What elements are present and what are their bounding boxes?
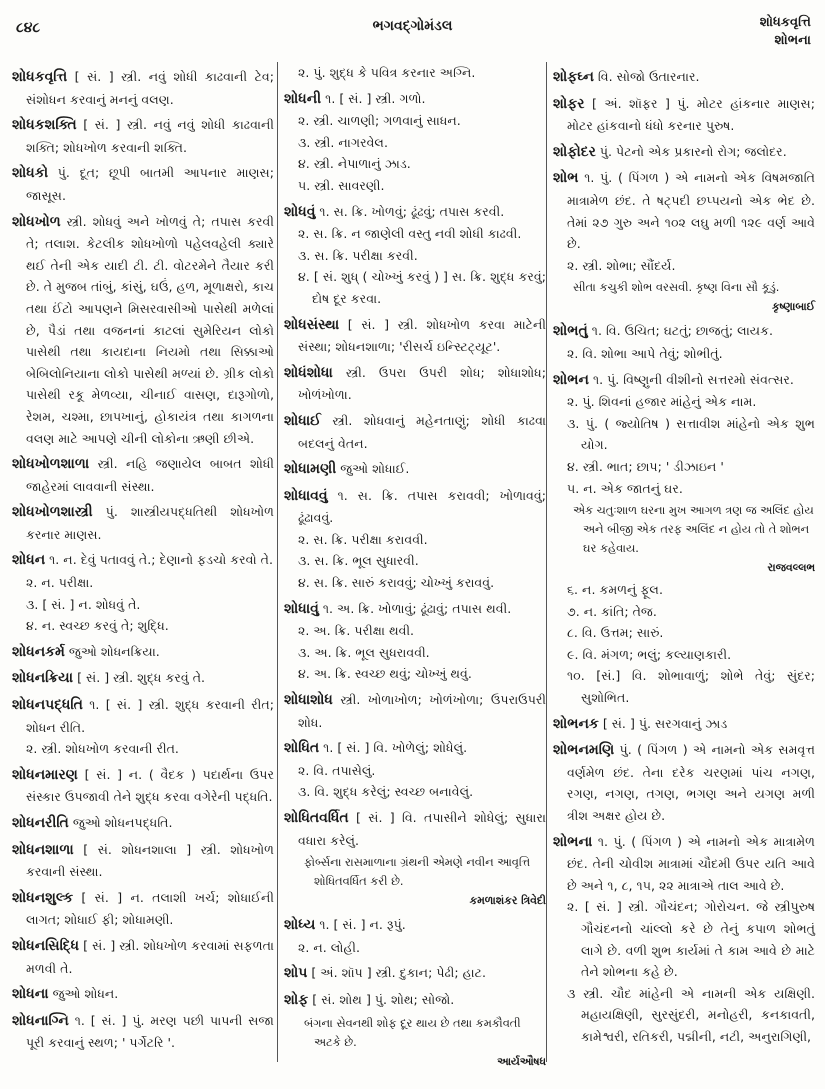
dictionary-entry [12, 667, 274, 690]
dictionary-entry [553, 141, 815, 164]
headword: શોધાવવું [284, 487, 328, 504]
headword: શોધનમારણ [12, 766, 78, 783]
definition: પું. ( પિંગળ ) એ નામનો એક સમવૃત્ત વર્ણમેળ છંદ. તેના દરેક ચરણમાં પાંચ નગણ, રગણ, નગણ, તગણ, ભગણ અને યગણ મળી ત્રીશ અક્ષર હોય છે. [567, 742, 815, 824]
sense-line: ૪. અ. ક્રિ. સ્વચ્છ થવું; ચોખ્ખું થવું. [298, 666, 472, 682]
headword: શોધખોળશાળા [12, 456, 90, 473]
dictionary-entry [553, 66, 815, 89]
headword: શોભનક [553, 715, 599, 732]
sense-line: ૨. સ્ત્રી. શોધખોળ કરવાની રીત. [26, 741, 179, 757]
definition: [ સં. ] ન. તલાશી ખર્ચ; શોધાઈની લાગત; શોધાઈ ફી; શોધામણી. [26, 889, 274, 928]
definition: ૧. પું. ( પિંગળ ) એ નામનો એક વિષમજાતિ માત્રામેળ છંદ. તે ષટ્પદી છપ્પયનો એક ભેદ છે. તેમાં ૨૭ ગુરુ અને ૧૦૨ લઘુ મળી ૧૨૯ વર્ણ આવે છે. [567, 170, 815, 252]
headword: શોભ [553, 170, 579, 187]
headword: શોધિતવર્ધિત [284, 810, 349, 826]
dictionary-entry [284, 914, 546, 937]
headword: શોધંશોધા [284, 364, 333, 381]
dictionary-entry [284, 88, 546, 111]
definition: જુઓ શોધાઈ. [336, 461, 410, 477]
definition: વિ. સોજો ઉતારનાર. [593, 69, 700, 84]
sense-line: ૮. વિ. ઉત્તમ; સારું. [567, 625, 664, 641]
headword: શોધખોળશાસ્ત્રી [12, 504, 93, 521]
headword: શોધાઈ [284, 412, 321, 429]
dictionary-entry [284, 201, 546, 224]
sense-line: ૫. સ્ત્રી. સાવરણી. [298, 177, 385, 193]
definition: પું. પેટનો એક પ્રકારનો રોગ; જલોદર. [595, 143, 787, 159]
definition: ૧. પું. વિષ્ણુની વીશીનો સત્તરમો સંવત્સર. [588, 371, 794, 387]
sense-line: ૩. સ્ત્રી. નાગરવેલ. [298, 134, 388, 150]
sense-line: ૪. સ. ક્રિ. સારું કરાવવું; ચોખ્ખું કરાવવું. [298, 575, 495, 591]
quote-attribution: આર્યઔષધ [497, 1054, 546, 1068]
definition: ૧. [ સં. ] સ્ત્રી. ગળો. [321, 90, 426, 106]
sense-line: ૬. ન. કમળનું ફૂલ. [567, 582, 663, 598]
headword: શોધનપદ્ધતિ [12, 697, 83, 714]
guide-word-first: શોધકવૃત્તિ [759, 15, 811, 30]
sense-line: ૭. ન. કાંતિ; તેજ. [567, 603, 657, 619]
sense-line: ૩. સ. ક્રિ. ભૂલ સુધારવી. [298, 553, 419, 569]
sense-line: ૨. સ્ત્રી. શોભા; સૌંદર્ય. [567, 257, 676, 273]
quote-attribution: રાજવલ્લભ [767, 561, 815, 575]
sense-line: ૨. [ સં. ] સ્ત્રી. ગૌચંદન; ગોરોચન. જે સ્ત્રીપુરુષ ગૌચંદનનો ચાંલ્લો કરે છે તેનું કપાળ શોભતું લાગે છે. વળી શુભ કાર્યમાં તે કામ આવે છે માટે તેને શોભના કહે છે. [567, 899, 815, 980]
definition: ૧. અ. ક્રિ. ખોળાવું; ઢૂંઢાવું; તપાસ થવી. [318, 600, 512, 616]
headword: શોધન [12, 552, 46, 569]
definition: ૧. [ સં. ] ન. રૂપું. [315, 917, 406, 933]
headword: શોધનરીતિ [12, 815, 69, 831]
headword: શોધનશાળા [12, 841, 74, 858]
definition: ૧. ન. દેવું પતાવવું તે.; દેણાનો ફડચો કરવો તે. [45, 552, 274, 568]
dictionary-entry [284, 689, 546, 733]
headword: શોફર [553, 95, 585, 112]
dictionary-entry [12, 887, 274, 931]
headword: શોભન [553, 371, 589, 388]
sense-line: ૨. સ. ક્રિ. પરીક્ષા કરાવવી. [298, 531, 428, 547]
headword: શોફ [284, 991, 309, 1008]
definition: [ સં. ] સ્ત્રી. શુદ્ધ કરવું તે. [73, 670, 206, 686]
citation-quote [553, 501, 815, 577]
sense-line: ૩ સ્ત્રી. ચૌદ માંહેની એ નામની એક યક્ષિણી. મહાયક્ષિણી, સુરસુંદરી, મનોહરી, કનકાવતી, કામેશ્વરી, રતિકરી, પદ્મીની, નટી, અનુરાગિણી, [567, 985, 815, 1044]
quote-text: ફોર્બ્સના રાસમાળાના ગ્રંથની એમણે નવીન આવૃત્તિ શોધિતવર્ધિત કરી છે. [304, 855, 531, 889]
definition: સ્ત્રી. નહિ જણાયેલ બાબત શોધી જાહેરમાં લાવવાની સંસ્થા. [26, 456, 274, 494]
dictionary-entry [12, 812, 274, 835]
definition: સ્ત્રી. શોધવું અને ખોળવું તે; તપાસ કરવી તે; તલાશ. કેટલીક શોધખોળો પહેલવહેલી ક્યારે થઈ તેની એક યાદી ટી. ટી. વોટરમેને તૈયાર કરી છે. તે મુજબ તાંબું, કાંસું, ઘઉં, હળ, મૂળાક્ષરો, કાચ તથા ઈંટો આપણને મિસરવાસીઓ પાસેથી મળેલાં છે, પૈડાં તથા વજનનાં કાટલાં સુમેરિયન લોકો પાસેથી તથા કાયદાના નિયમો તથા સિક્કાઓ બેબિલોનિયાના લોકો પાસેથી મળ્યાં છે. ગ્રીક લોકો પાસેથી રકૂ મેળવ્યા, ચીનાઈ વાસણ, દારૂગોળો, રેશમ, ચશ્મા, છાપખાનું, હોકાયંત્ર તથા કાગળના વલણ માટે આપણે ચીની લોકોના ઋણી છીએ. [26, 213, 274, 446]
dictionary-entry [12, 211, 274, 450]
dictionary-entry [553, 320, 815, 343]
sense-line: ૪. [ સં. શુધ્ ( ચોખ્ખું કરવું ) ] સ. ક્રિ. શુદ્ધ કરવું; દોષ દૂર કરવા. [298, 269, 546, 306]
dictionary-entry [284, 737, 546, 760]
dictionary-entry [284, 485, 546, 529]
headword: શોધનસિદ્ધિ [12, 937, 80, 954]
headword: શોધામણી [284, 461, 337, 478]
dictionary-entry [284, 458, 546, 481]
headword: શોભનમણિ [553, 742, 615, 759]
dictionary-entry [12, 694, 274, 738]
headword: શોફઘ્ન [553, 69, 594, 85]
definition: ૧. પું. ( પિંગળ ) એ નામનો એક માત્રામેળ છંદ. તેની ચોવીશ માત્રામાં ચૌદમી ઉપર યતિ આવે છે અને ૧, ૮, ૧૫, ૨૨ માત્રાએ તાલ આવે છે. [567, 833, 815, 893]
headword: શોધસંસ્થા [284, 316, 340, 333]
definition: પું. શાસ્ત્રીયપદ્ધતિથી શોધખોળ કરનાર માણસ. [26, 504, 274, 542]
citation-quote [284, 1014, 546, 1071]
headword: શોધવું [284, 203, 316, 220]
definition: સ્ત્રી. શોધવાનું મહેનતાણું; શોધી કાઢવા બદલનું વેતન. [298, 412, 546, 451]
headword: શોધનશુલ્ક [12, 889, 74, 906]
headword: શોધનાગ્નિ [12, 1012, 69, 1029]
headword: શોભતું [553, 323, 588, 340]
dictionary-entry [553, 831, 815, 897]
page-number: ૮૪૮ [16, 20, 41, 36]
sense-line: ૨. વિ. શોભા આપે તેવું; શોભીતું. [567, 345, 723, 361]
dictionary-entry [553, 713, 815, 736]
dictionary-entry [284, 314, 546, 358]
headword: શોધખોળ [12, 213, 61, 230]
dictionary-entry [12, 114, 274, 158]
quote-attribution: કમળાશંકર ત્રિવેદી [469, 894, 546, 908]
definition: [ સં. ] સ્ત્રી. નવું નવું શોધી કાઢવાની શક્તિ; શોધખોળ કરવાની શક્તિ. [26, 117, 274, 155]
dictionary-entry [12, 1010, 274, 1054]
definition: ૧. [ સં. ] વિ. ખોળેલું; શોધેલું. [319, 740, 468, 756]
dictionary-entry [284, 962, 546, 985]
headword: શોધકશક્તિ [12, 117, 77, 134]
definition: [ અં. શૉફર ] પું. મોટર હાંકનાર માણસ; મોટર હાંકવાનો ધંધો કરનાર પુરુષ. [567, 95, 815, 134]
dictionary-entry [284, 410, 546, 454]
definition: [ અં. શૉપ ] સ્ત્રી. દુકાન; પેઢી; હાટ. [307, 965, 486, 981]
definition: [ સં. શોધનશાલા ] સ્ત્રી. શોધખોળ કરવાની સંસ્થા. [26, 841, 274, 880]
definition: પું. દૂત; છૂપી બાતમી આપનાર માણસ; જાસૂસ. [26, 165, 274, 203]
dictionary-entry [12, 162, 274, 206]
dictionary-entry [12, 453, 274, 497]
dictionary-entry [284, 807, 546, 851]
definition: [ સં. ] પું. સરગવાનું ઝાડ [598, 715, 728, 731]
dictionary-entry [12, 501, 274, 545]
dictionary-entry [12, 66, 274, 110]
headword: શોધનકર્મ [12, 643, 65, 660]
column-divider [277, 62, 278, 1062]
sense-line: ૨. અ. ક્રિ. પરીક્ષા થવી. [298, 623, 415, 639]
sense-line: ૩. સ. ક્રિ. પરીક્ષા કરવી. [298, 247, 418, 263]
sense-line: ૪. સ્ત્રી. ભાત; છાપ; ' ડીઝાઇન ' [567, 458, 724, 474]
quote-text: બંગના સેવનથી શોફ દૂર થાય છે તથા કમકૌવતી અટકે છે. [304, 1015, 521, 1049]
dictionary-column-3 [553, 62, 815, 1048]
sense-line: ૩. પું. ( જ્યોતિષ ) સત્તાવીશ માંહેનો એક શુભ યોગ. [567, 415, 815, 453]
definition: ૧. વિ. ઉચિત; ઘટતું; છાજતું; લાયક. [587, 323, 773, 339]
citation-quote [284, 853, 546, 910]
definition: [ સં. ] ન. ( વૈદક ) પદાર્થના ઉપર સંસ્કાર ઉપજાવી તેને શુદ્ધ કરવા વગેરેની પદ્ધતિ. [26, 766, 274, 805]
book-title: ભગવદ્ગોમંડલ [372, 18, 453, 34]
dictionary-entry [12, 983, 274, 1006]
sense-line: ૪. સ્ત્રી. નેપાળાનું ઝાડ. [298, 156, 411, 172]
sense-line: ૨. સ્ત્રી. ચાળણી; ગળવાનું સાધન. [298, 113, 461, 129]
dictionary-entry [12, 839, 274, 883]
page-header [0, 8, 825, 52]
headword: શોભના [553, 833, 593, 850]
quote-text: એક ચતુઃશાળ ઘરના મુખ આગળ ત્રણ જ અલિંદ હોય અને બીજી એક તરફ અલિંદ ન હોય તો તે શોભન ઘર કહેવાય. [573, 503, 814, 556]
dictionary-entry [12, 764, 274, 808]
headword: શોધકવૃત્તિ [12, 69, 68, 85]
dictionary-entry [284, 989, 546, 1012]
sense-line: ૨. સ. ક્રિ. ન જાણેલી વસ્તુ નવી શોધી કાઢવી. [298, 226, 522, 242]
sense-line: ૩. અ. ક્રિ. ભૂલ સુધરાવવી. [298, 644, 430, 660]
headword: શોધ્ય [284, 917, 316, 934]
headword: શોધિત [284, 740, 320, 757]
guide-words [760, 14, 811, 50]
headword: શોફોદર [553, 143, 596, 160]
definition: જુઓ શોધન. [48, 986, 119, 1002]
definition: [ સં. ] સ્ત્રી. નવું શોધી કાઢવાની ટેવ; સંશોધન કરવાનું મનનું વલણ. [26, 69, 274, 107]
dictionary-entry [284, 598, 546, 621]
sense-line: ૯. વિ. મંગળ; ભલું; કલ્યાણકારી. [567, 646, 732, 662]
sense-line: ૩. [ સં. ] ન. શોધવું તે. [26, 596, 141, 612]
headword: શોપ [284, 965, 308, 982]
definition: ૧. સ. ક્રિ. ખોળવું; ઢૂંઢવું; તપાસ કરવી. [315, 203, 505, 219]
sense-line: ૨. પું. શિવનાં હજાર માંહેનું એક નામ. [567, 394, 757, 410]
definition: સ્ત્રી. ઉપરા ઉપરી શોધ; શોધાશોધ; ખોળંખોળા. [298, 364, 546, 403]
definition: જુઓ શોધનક્રિયા. [64, 643, 160, 659]
dictionary-entry [553, 739, 815, 826]
guide-word-last: શોભના [774, 33, 811, 48]
sense-line: ૨. ન. લોહી. [298, 939, 361, 955]
sense-line: ૨. વિ. તપાસેલું. [298, 762, 376, 778]
headword: શોધકો [12, 165, 49, 182]
dictionary-entry [12, 935, 274, 979]
quote-text: સીતા કચુકી શોભ વરસવી. કૃષ્ણ વિના સૌ કૂડું. [573, 280, 780, 295]
sense-line: ૪. ન. સ્વચ્છ કરવું તે; શુદ્ધિ. [26, 618, 169, 634]
definition: [ સં. શોથ ] પું. શોથ; સોજો. [308, 991, 455, 1007]
headword: શોધાશોધ [284, 692, 333, 709]
headword: શોધના [12, 986, 49, 1003]
definition: ૧. [ સં. ] પું. મરણ પછી પાપની સજા પૂરી કરવાનું સ્થળ; ' પર્ગેટરિ '. [26, 1012, 274, 1051]
definition: ૧. સ. ક્રિ. તપાસ કરાવવી; ખોળાવવું; ઢૂંઢાવવું. [298, 487, 546, 526]
dictionary-entry [553, 93, 815, 137]
dictionary-entry [553, 369, 815, 392]
sense-line: ૨. ન. પરીક્ષા. [26, 575, 94, 591]
definition: [ સં. ] સ્ત્રી. શોધખોળ કરવામાં સફળતા મળવી તે. [26, 937, 274, 976]
sense-line: ૨. પું. શુદ્ધ કે પવિત્ર કરનાર અગ્નિ. [298, 65, 476, 80]
dictionary-entry [284, 362, 546, 406]
dictionary-entry [12, 549, 274, 572]
sense-line: ૧૦. [સં.] વિ. શોભાવાળું; શોભે તેવું; સુંદર; સુશોભિત. [567, 668, 815, 706]
sense-line: ૫. ન. એક જાતનું ઘર. [567, 480, 683, 496]
dictionary-column-2 [284, 62, 546, 1073]
sense-line: ૩. વિ. શુદ્ધ કરેલું; સ્વચ્છ બનાવેલું. [298, 784, 474, 800]
headword: શોધની [284, 90, 322, 107]
citation-quote [553, 278, 815, 316]
dictionary-column-1 [12, 62, 274, 1054]
definition: [ સં. ] સ્ત્રી. શોધખોળ કરવા માટેની સંસ્થા; શોધનશાળા; 'રીસર્ચ ઇન્સ્ટિટ્યૂટ'. [298, 316, 546, 355]
dictionary-entry [553, 167, 815, 254]
definition: જુઓ શોધનપદ્ધતિ. [68, 815, 173, 830]
column-divider [546, 62, 547, 1062]
definition: [ સં. ] વિ. તપાસીને શોધેલું; સુધારા વધારા કરેલું. [298, 810, 546, 848]
headword: શોધનક્રિયા [12, 670, 74, 687]
definition: ૧. [ સં. ] સ્ત્રી. શુદ્ધ કરવાની રીત; શોધન રીતિ. [26, 697, 274, 735]
definition: સ્ત્રી. ખોળાખોળ; ખોળંખોળા; ઉપરાઉપરી શોધ. [298, 692, 546, 730]
dictionary-entry [12, 641, 274, 664]
headword: શોધાવું [284, 600, 319, 617]
quote-attribution: કૃષ્ણાબાઈ [771, 300, 815, 314]
